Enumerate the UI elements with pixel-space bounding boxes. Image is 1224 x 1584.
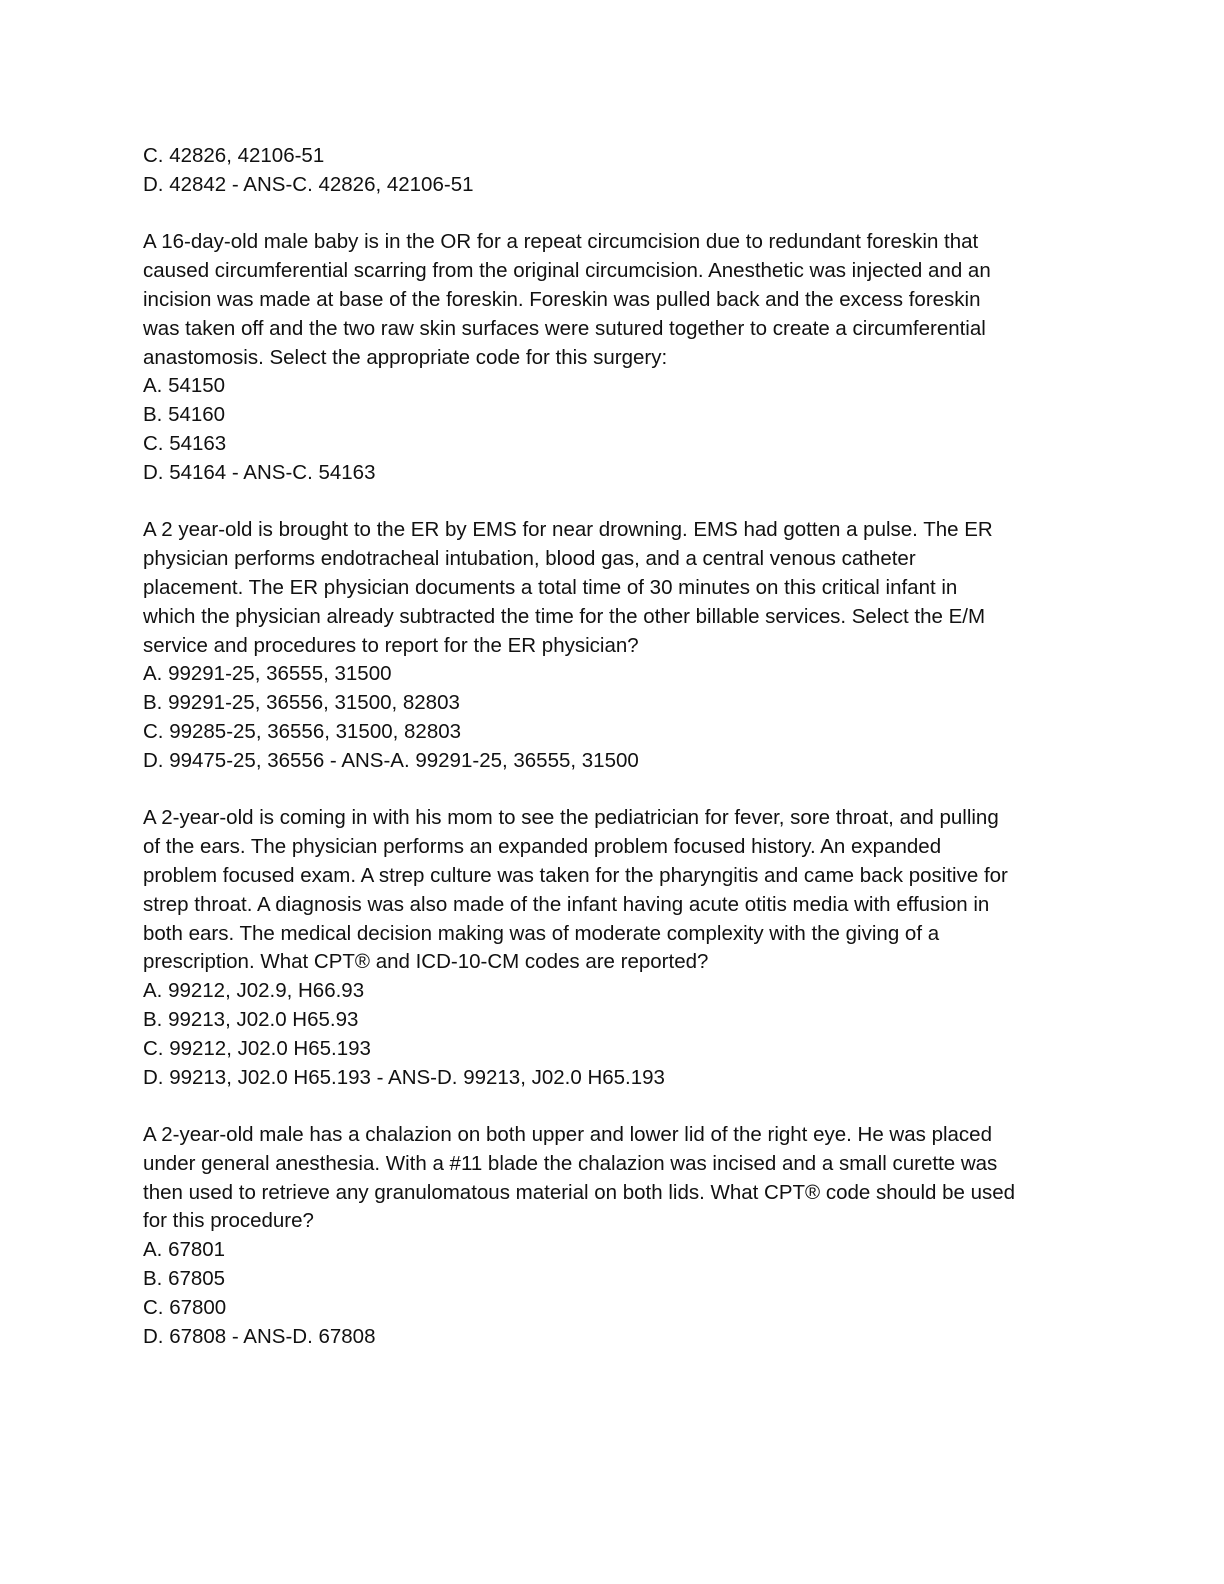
option-line: B. 54160 (143, 403, 226, 427)
option-answer-line: D. 42842 - ANS-C. 42826, 42106-51 (143, 172, 474, 196)
question-stem-line: A 2 year-old is brought to the ER by EMS for near drowning. EMS had gotten a pulse. The ER (143, 518, 993, 542)
paragraph-gap (143, 1092, 1083, 1121)
option-answer-line: D. 99475-25, 36556 - ANS-A. 99291-25, 36555, 31500 (143, 748, 639, 772)
question-stem-line: problem focused exam. A strep culture was taken for the pharyngitis and came back positive for (143, 863, 1008, 887)
question-stem-line: A 2-year-old is coming in with his mom to see the pediatrician for fever, sore throat, and pulling (143, 806, 999, 830)
question-block (143, 228, 1083, 487)
question-stem-line: strep throat. A diagnosis was also made of the infant having acute otitis media with effusion in (143, 892, 990, 916)
question-stem-line: under general anesthesia. With a #11 blade the chalazion was incised and a small curette was (143, 1151, 998, 1175)
question-stem-line: then used to retrieve any granulomatous material on both lids. What CPT® code should be used (143, 1180, 1016, 1204)
option-line: B. 67805 (143, 1267, 226, 1291)
paragraph-gap (143, 200, 1083, 229)
option-answer-line: D. 67808 - ANS-D. 67808 (143, 1324, 376, 1348)
question-stem-line: service and procedures to report for the ER physician? (143, 633, 639, 657)
option-line: A. 54150 (143, 374, 226, 398)
question-block (143, 804, 1083, 1092)
option-line: B. 99291-25, 36556, 31500, 82803 (143, 691, 460, 715)
question-stem-line: A 2-year-old male has a chalazion on both upper and lower lid of the right eye. He was placed (143, 1123, 992, 1147)
option-answer-line: D. 54164 - ANS-C. 54163 (143, 460, 376, 484)
question-stem-line: was taken off and the two raw skin surfaces were sutured together to create a circumferential (143, 316, 986, 340)
question-stem-line: for this procedure? (143, 1209, 314, 1233)
paragraph-gap (143, 776, 1083, 805)
carryover-options (143, 142, 1083, 200)
option-line: C. 99212, J02.0 H65.193 (143, 1036, 371, 1060)
option-line: C. 54163 (143, 431, 227, 455)
question-stem-line: of the ears. The physician performs an expanded problem focused history. An expanded (143, 835, 942, 859)
question-stem-line: prescription. What CPT® and ICD-10-CM codes are reported? (143, 950, 709, 974)
option-line: C. 67800 (143, 1295, 227, 1319)
question-stem-line: both ears. The medical decision making was of moderate complexity with the giving of a (143, 921, 940, 945)
document-page (143, 142, 1083, 1351)
question-stem-line: incision was made at base of the foreskin. Foreskin was pulled back and the excess foreskin (143, 287, 981, 311)
question-stem-line: placement. The ER physician documents a total time of 30 minutes on this critical infant in (143, 575, 958, 599)
question-block (143, 516, 1083, 775)
question-stem-line: A 16-day-old male baby is in the OR for a repeat circumcision due to redundant foreskin that (143, 230, 979, 254)
option-line: C. 99285-25, 36556, 31500, 82803 (143, 719, 462, 743)
option-line: A. 67801 (143, 1238, 226, 1262)
option-line: C. 42826, 42106-51 (143, 144, 325, 167)
question-stem-line: anastomosis. Select the appropriate code for this surgery: (143, 345, 668, 369)
option-line: B. 99213, J02.0 H65.93 (143, 1007, 359, 1031)
question-block (143, 1121, 1083, 1351)
question-stem-line: which the physician already subtracted the time for the other billable services. Select the E/M (143, 604, 986, 628)
question-stem-line: physician performs endotracheal intubation, blood gas, and a central venous catheter (143, 547, 916, 571)
option-answer-line: D. 99213, J02.0 H65.193 - ANS-D. 99213, J02.0 H65.193 (143, 1065, 665, 1089)
question-stem-line: caused circumferential scarring from the original circumcision. Anesthetic was injected and an (143, 259, 991, 283)
paragraph-gap (143, 488, 1083, 517)
option-line: A. 99291-25, 36555, 31500 (143, 662, 392, 686)
option-line: A. 99212, J02.9, H66.93 (143, 979, 365, 1003)
